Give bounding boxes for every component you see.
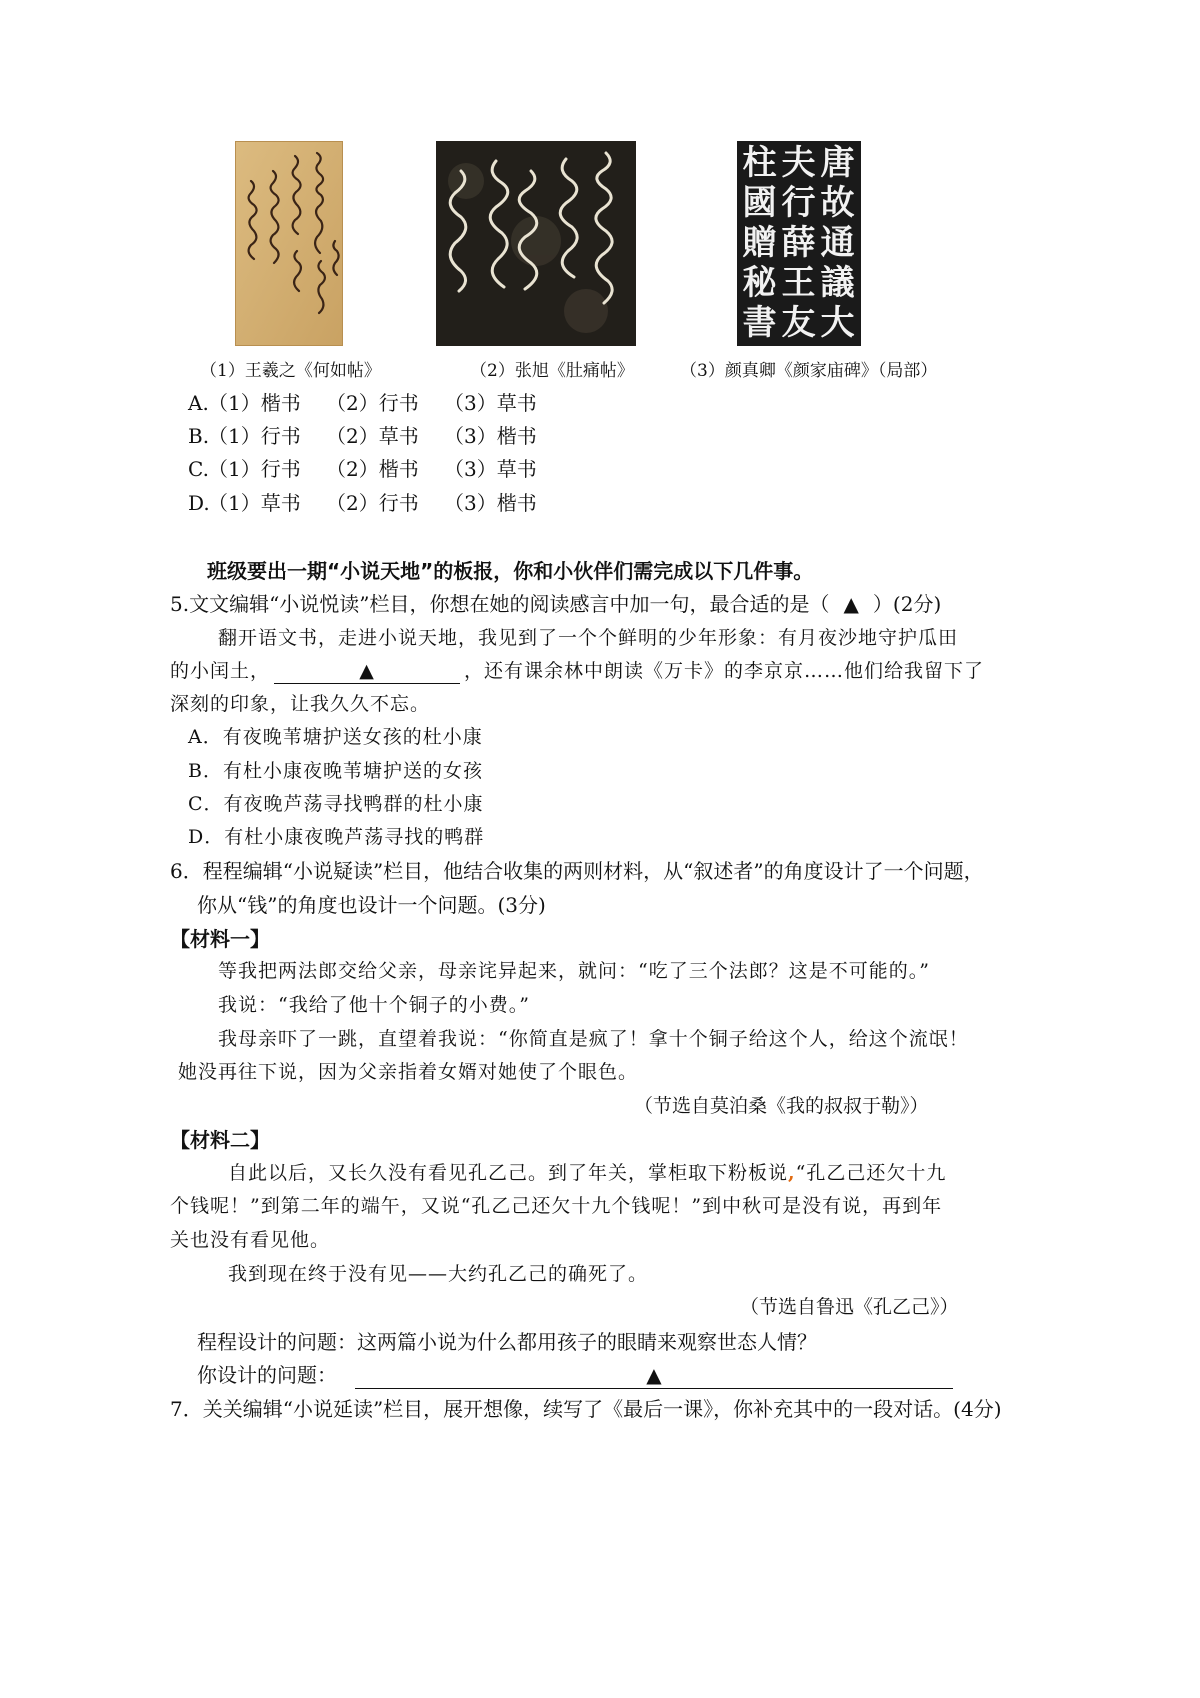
q5-score: ）(2分) (872, 592, 942, 616)
your-question-label: 你设计的问题： (197, 1363, 337, 1387)
stele-char: 唐 (820, 143, 855, 183)
caption-3: （3）颜真卿《颜家庙碑》（局部） (680, 361, 938, 381)
option-c1: （1）行书 (208, 424, 301, 448)
material-2-p1-1b: “孔乙己还欠十九 (795, 1162, 947, 1184)
q4-option-d[interactable] (188, 490, 588, 518)
q5-option-c[interactable]: C．有夜晚芦荡寻找鸭群的杜小康 (188, 793, 484, 815)
material-2-p1-line-3: 关也没有看见他。 (170, 1229, 331, 1251)
calligraphy-image-yan-zhenqing (737, 141, 861, 346)
q5-answer-blank[interactable] (274, 659, 460, 684)
stele-char: 王 (781, 263, 816, 303)
q4-option-a[interactable] (188, 390, 588, 418)
material-2-p1-1a: 自此以后，又长久没有看见孔乙己。到了年关，掌柜取下粉板说 (228, 1162, 789, 1184)
material-2-title: 【材料二】 (170, 1128, 270, 1152)
option-c2: （2）行书 (326, 391, 419, 415)
answer-marker: ▲ (646, 1363, 662, 1387)
your-question-row (197, 1362, 953, 1389)
option-c2: （2）楷书 (326, 457, 419, 481)
q5-para-line-3: 深刻的印象，让我久久不忘。 (170, 693, 431, 715)
q5-para-line-2 (170, 659, 984, 684)
material-1-source: （节选自莫泊桑《我的叔叔于勒》） (634, 1095, 929, 1117)
stele-char: 大 (820, 303, 855, 343)
option-c1: （1）楷书 (208, 391, 301, 415)
stele-char: 贈 (742, 223, 777, 263)
option-c2: （2）行书 (326, 491, 419, 515)
option-c1: （1）行书 (208, 457, 301, 481)
stele-char: 國 (742, 183, 777, 223)
stele-char: 柱 (742, 143, 777, 183)
q5-para-2b: ，还有课余林中朗读《万卡》的李京京……他们给我留下了 (464, 660, 985, 682)
q6-stem-line-1: 6．程程编辑“小说疑读”栏目，他结合收集的两则材料，从“叙述者”的角度设计了一个问题， (170, 859, 984, 883)
material-2-p1-line-2: 个钱呢！”到第二年的端午，又说“孔乙己还欠十九个钱呢！”到中秋可是没有说，再到年 (170, 1195, 943, 1217)
stele-char: 故 (820, 183, 855, 223)
accent-comma: , (788, 1162, 796, 1184)
q4-option-c[interactable] (188, 456, 588, 484)
material-2-p1-line-1 (228, 1161, 946, 1185)
option-c2: （2）草书 (326, 424, 419, 448)
stele-char: 書 (742, 303, 777, 343)
material-1-p3-line-2: 她没再往下说，因为父亲指着女婿对她使了个眼色。 (178, 1061, 639, 1083)
option-letter: A. (188, 391, 209, 415)
option-letter: B. (188, 424, 210, 448)
option-c3: （3）草书 (444, 391, 537, 415)
option-c3: （3）草书 (444, 457, 537, 481)
option-c3: （3）楷书 (444, 424, 537, 448)
option-c1: （1）草书 (208, 491, 301, 515)
caption-2: （2）张旭《肚痛帖》 (470, 361, 634, 381)
q5-option-a[interactable]: A．有夜晚苇塘护送女孩的杜小康 (188, 726, 483, 748)
calligraphy-image-wang-xizhi (235, 141, 343, 346)
q6-stem-line-2: 你从“钱”的角度也设计一个问题。(3分) (197, 893, 546, 917)
calligraphy-image-zhang-xu (436, 141, 636, 346)
q4-option-b[interactable] (188, 423, 588, 451)
stele-char: 夫 (781, 143, 816, 183)
stele-char: 議 (820, 263, 855, 303)
caption-1: （1）王羲之《何如帖》 (200, 361, 381, 381)
stele-characters (740, 143, 858, 344)
material-1-p2: 我说：“我给了他十个铜子的小费。” (218, 994, 530, 1016)
stele-char: 秘 (742, 263, 777, 303)
stele-char: 友 (781, 303, 816, 343)
material-1-title: 【材料一】 (170, 927, 270, 951)
q5-para-2a: 的小闰土， (170, 660, 271, 682)
q5-option-d[interactable]: D．有杜小康夜晚芦荡寻找的鸭群 (188, 826, 485, 848)
answer-marker: ▲ (359, 660, 375, 682)
material-2-source: （节选自鲁迅《孔乙己》） (740, 1296, 959, 1318)
q5-stem (170, 591, 941, 617)
stele-char: 行 (781, 183, 816, 223)
material-2-p2: 我到现在终于没有见——大约孔乙己的确死了。 (228, 1263, 649, 1285)
your-question-blank[interactable] (355, 1362, 953, 1389)
material-1-p1: 等我把两法郎交给父亲，母亲诧异起来，就问：“吃了三个法郎？这是不可能的。” (218, 960, 930, 982)
answer-marker: ▲ (843, 592, 859, 616)
q5-para-line-1: 翻开语文书，走进小说天地，我见到了一个个鲜明的少年形象：有月夜沙地守护瓜田 (218, 627, 959, 649)
option-letter: D. (188, 491, 210, 515)
option-letter: C. (188, 457, 209, 481)
q5-stem-text: 5.文文编辑“小说悦读”栏目，你想在她的阅读感言中加一句，最合适的是（ (170, 592, 830, 616)
stele-char: 通 (820, 223, 855, 263)
section-intro: 班级要出一期“小说天地”的板报，你和小伙伴们需完成以下几件事。 (207, 559, 814, 583)
cheng-question: 程程设计的问题：这两篇小说为什么都用孩子的眼睛来观察世态人情？ (197, 1330, 817, 1354)
q5-option-b[interactable]: B．有杜小康夜晚苇塘护送的女孩 (188, 760, 483, 782)
material-1-p3-line-1: 我母亲吓了一跳，直望着我说：“你简直是疯了！拿十个铜子给这个人，给这个流氓！ (218, 1028, 969, 1050)
q7-stem: 7．关关编辑“小说延读”栏目，展开想像，续写了《最后一课》，你补充其中的一段对话。(4分) (170, 1397, 1002, 1421)
option-c3: （3）楷书 (444, 491, 537, 515)
stele-char: 薛 (781, 223, 816, 263)
